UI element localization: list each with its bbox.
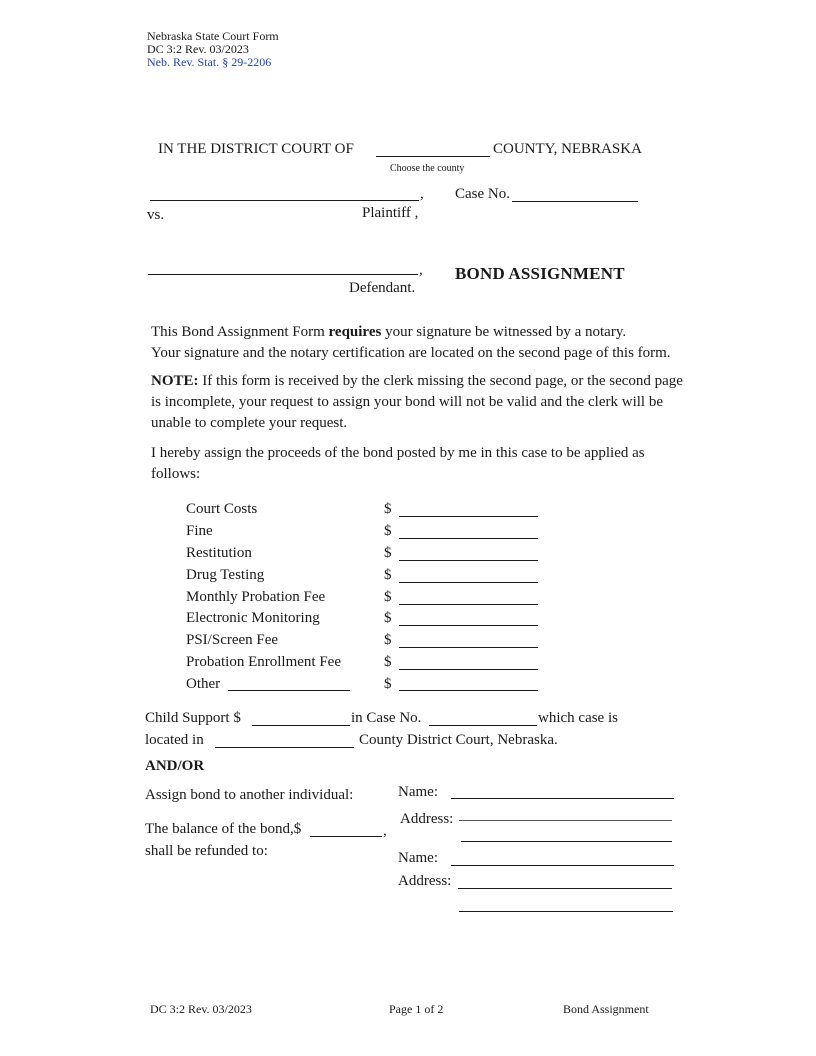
balance-comma: , <box>383 823 387 839</box>
assignee-name-field[interactable] <box>451 798 674 799</box>
intro-text-a: This Bond Assignment Form <box>151 324 329 340</box>
located-in-label: located in <box>145 732 204 748</box>
intro-paragraph <box>151 322 741 364</box>
statute-link[interactable]: Neb. Rev. Stat. § 29-2206 <box>147 55 272 69</box>
refund-address-field[interactable] <box>458 888 672 889</box>
currency-sign: $ <box>384 654 392 670</box>
county-court-label: County District Court, Nebraska. <box>359 732 558 748</box>
item-label: Drug Testing <box>186 567 265 583</box>
county-hint: Choose the county <box>390 163 465 174</box>
address-label: Address: <box>400 811 454 827</box>
currency-sign: $ <box>384 523 392 539</box>
amount-field[interactable] <box>399 516 538 517</box>
intro-bold: requires <box>328 324 382 340</box>
address-label: Address: <box>398 873 452 889</box>
currency-sign: $ <box>384 501 392 517</box>
assignee-address-field[interactable] <box>459 820 672 821</box>
court-prefix: IN THE DISTRICT COURT OF <box>158 141 354 157</box>
page-title: BOND ASSIGNMENT <box>455 264 625 283</box>
amount-field[interactable] <box>399 582 538 583</box>
amount-field[interactable] <box>399 669 538 670</box>
item-label: Other <box>186 676 221 692</box>
currency-sign: $ <box>384 567 392 583</box>
child-support-in-case: in Case No. <box>351 710 422 726</box>
amount-field[interactable] <box>399 625 538 626</box>
amount-field[interactable] <box>399 538 538 539</box>
vs-label: vs. <box>147 207 165 223</box>
footer-form-revision: DC 3:2 Rev. 03/2023 <box>150 1002 252 1016</box>
other-description-field[interactable] <box>228 690 350 691</box>
currency-sign: $ <box>384 610 392 626</box>
balance-label: The balance of the bond,$ <box>145 821 302 837</box>
plaintiff-comma: , <box>420 186 424 202</box>
note-text: If this form is received by the clerk missing the second page, or the second page is incomplete, your request to assign your bond will not be valid and the clerk will be unable to complete your request. <box>151 373 683 431</box>
defendant-field[interactable] <box>148 274 418 275</box>
intro-line2: Your signature and the notary certification are located on the second page of this form. <box>151 345 671 361</box>
court-suffix: COUNTY, NEBRASKA <box>493 141 642 157</box>
name-label: Name: <box>398 850 438 866</box>
amount-field[interactable] <box>399 604 538 605</box>
amount-field[interactable] <box>399 560 538 561</box>
defendant-comma: , <box>419 262 423 278</box>
item-label: Restitution <box>186 545 252 561</box>
item-label: PSI/Screen Fee <box>186 632 279 648</box>
plaintiff-field[interactable] <box>150 200 419 201</box>
form-revision: DC 3:2 Rev. 03/2023 <box>147 42 249 56</box>
currency-sign: $ <box>384 589 392 605</box>
form-name: Nebraska State Court Form <box>147 29 279 43</box>
currency-sign: $ <box>384 545 392 561</box>
currency-sign: $ <box>384 632 392 648</box>
located-county-field[interactable] <box>215 747 354 748</box>
case-no-field[interactable] <box>512 201 638 202</box>
item-label: Probation Enrollment Fee <box>186 654 341 670</box>
case-no-label: Case No. <box>455 186 510 202</box>
footer-form-title: Bond Assignment <box>563 1002 649 1016</box>
footer-page-number: Page 1 of 2 <box>389 1002 444 1016</box>
assign-individual-label: Assign bond to another individual: <box>145 787 354 803</box>
note-label: NOTE: <box>151 373 199 389</box>
and-or-heading: AND/OR <box>145 758 205 774</box>
item-label: Electronic Monitoring <box>186 610 320 626</box>
assign-paragraph: I hereby assign the proceeds of the bond posted by me in this case to be applied as follows: <box>151 445 645 482</box>
child-support-amount-field[interactable] <box>252 725 350 726</box>
item-label: Court Costs <box>186 501 258 517</box>
plaintiff-label: Plaintiff , <box>362 205 419 221</box>
item-label: Fine <box>186 523 213 539</box>
child-support-case-field[interactable] <box>429 725 537 726</box>
defendant-label: Defendant. <box>349 280 416 296</box>
balance-amount-field[interactable] <box>310 836 382 837</box>
name-label: Name: <box>398 784 438 800</box>
refund-address-line2-field[interactable] <box>459 911 673 912</box>
county-input[interactable] <box>376 156 490 157</box>
child-support-which-case: which case is <box>538 710 618 726</box>
currency-sign: $ <box>384 676 392 692</box>
note-paragraph <box>151 371 696 434</box>
child-support-label: Child Support $ <box>145 710 241 726</box>
refund-label: shall be refunded to: <box>145 843 268 859</box>
refund-name-field[interactable] <box>451 865 674 866</box>
intro-text-b: your signature be witnessed by a notary. <box>381 324 627 340</box>
item-label: Monthly Probation Fee <box>186 589 326 605</box>
amount-field[interactable] <box>399 647 538 648</box>
amount-field[interactable] <box>399 690 538 691</box>
assignee-address-line2-field[interactable] <box>461 841 672 842</box>
